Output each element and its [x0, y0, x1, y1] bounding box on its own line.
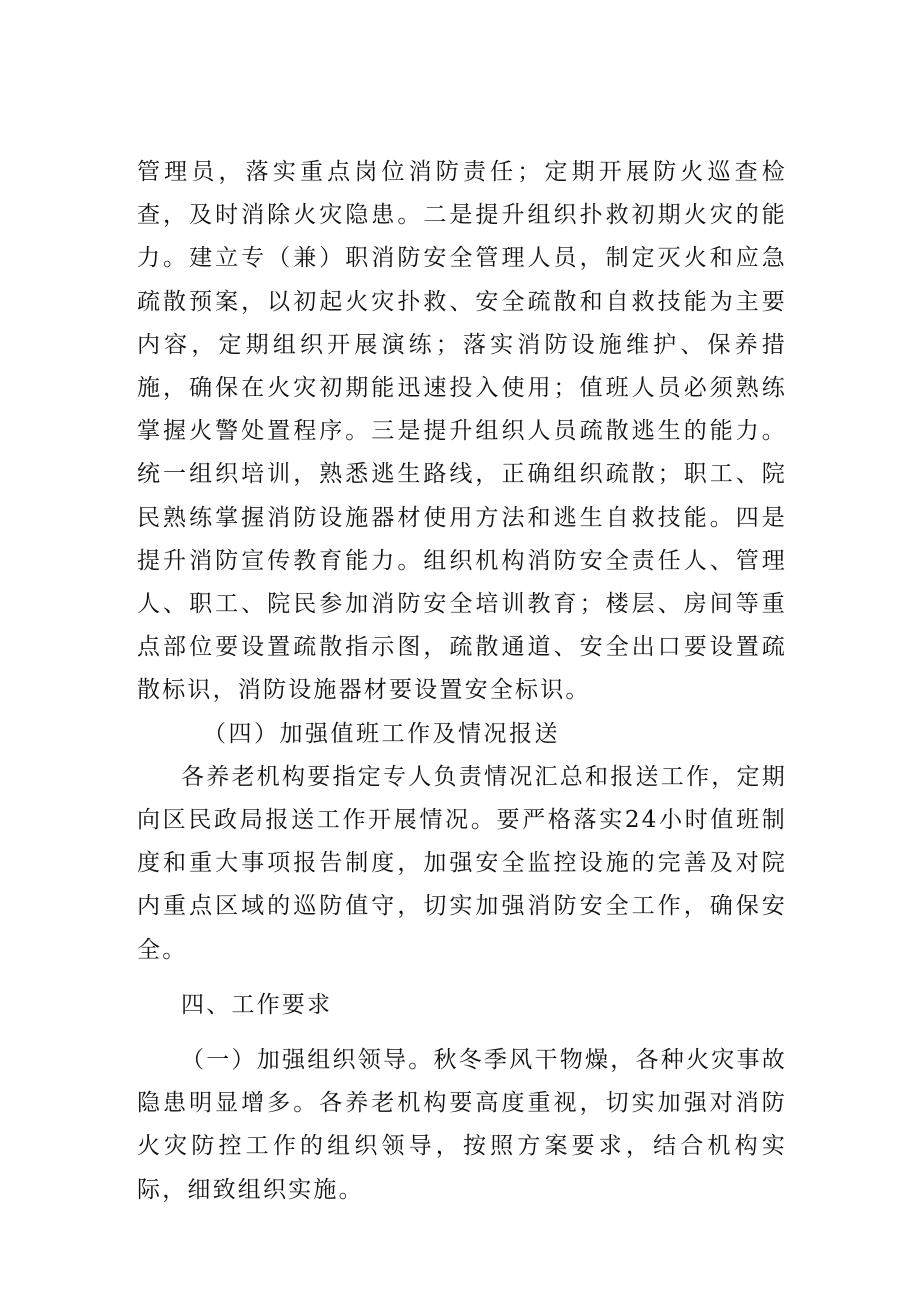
section-heading-work-requirements: 四、工作要求 — [181, 991, 333, 1018]
document-body — [137, 151, 787, 1212]
subheading-duty-reporting: （四）加强值班工作及情况报送 — [203, 720, 560, 747]
paragraph-duty-reporting: 各养老机构要指定专人负责情况汇总和报送工作，定期向区民政局报送工作开展情况。要严格落实24小时值班制度和重大事项报告制度，加强安全监控设施的完善及对院内重点区域的巡防值守，切实加强消防安全工作，确保安全。 — [137, 763, 787, 963]
paragraph-fire-safety-capabilities: 管理员，落实重点岗位消防责任；定期开展防火巡查检查，及时消除火灾隐患。二是提升组织扑救初期火灾的能力。建立专（兼）职消防安全管理人员，制定灭火和应急疏散预案，以初起火灾扑救、安全疏散和自救技能为主要内容，定期组织开展演练；落实消防设施维护、保养措施，确保在火灾初期能迅速投入使用；值班人员必须熟练掌握火警处置程序。三是提升组织人员疏散逃生的能力。统一组织培训，熟悉逃生路线，正确组织疏散；职工、院民熟练掌握消防设施器材使用方法和逃生自救技能。四是提升消防宣传教育能力。组织机构消防安全责任人、管理人、职工、院民参加消防安全培训教育；楼层、房间等重点部位要设置疏散指示图，疏散通道、安全出口要设置疏散标识，消防设施器材要设置安全标识。 — [137, 159, 787, 704]
paragraph-organization-leadership: （一）加强组织领导。秋冬季风干物燥，各种火灾事故隐患明显增多。各养老机构要高度重视，切实加强对消防火灾防控工作的组织领导，按照方案要求，结合机构实际，细致组织实施。 — [137, 1047, 787, 1203]
